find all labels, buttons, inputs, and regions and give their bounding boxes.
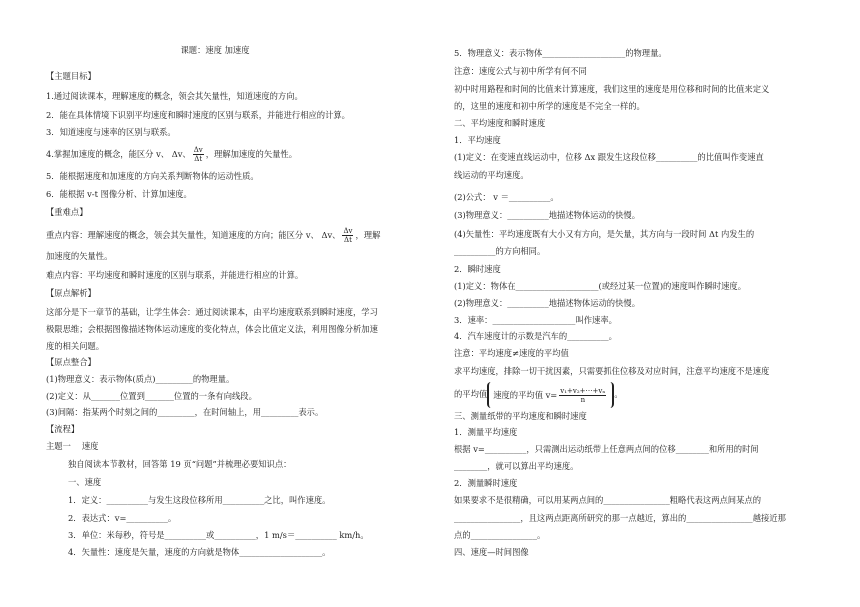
average-velocity-def-1: (1)定义：在变速直线运动中，位移 Δx 跟发生这段位移__________的比值叫作变速直 (454, 152, 764, 162)
measure-average-heading: 1．测量平均速度 (454, 427, 518, 437)
analysis-line-1: 这部分是下一章节的基础，让学生体会：通过阅读课本，由平均速度联系到瞬时速度，学习 (46, 307, 378, 317)
fraction-numerator: Δv (343, 227, 353, 235)
average-velocity-def-2: 线运动的平均速度。 (454, 170, 529, 180)
goal-item-3: 3．知道速度与速率的区别与联系。 (46, 127, 176, 137)
section-heading-key: 【重难点】 (46, 207, 88, 217)
fraction-denominator: Δt (344, 236, 352, 244)
speedometer-item: 4．汽车速度计的示数是汽车的__________。 (454, 331, 617, 341)
key-point-text: 重点内容：理解速度的概念，领会其矢量性，知道速度的方向；能区分 v、 Δv、 (46, 230, 341, 240)
speed-definition: 3．速率：____________________叫作速率。 (454, 315, 617, 325)
note-average-lead: 的平均值 (454, 389, 488, 399)
velocity-vector: 4．矢量性：速度是矢量，速度的方向就是物体____________________。 (68, 547, 331, 557)
note-average-end: 。 (614, 389, 623, 399)
key-point-line-1 (46, 223, 380, 247)
goal-item-4-text: 4.掌握加速度的概念，能区分 v、 Δv、 (46, 149, 191, 159)
integration-item-2: (2)定义：从_______位置到_______位置的一条有向线段。 (46, 391, 257, 401)
measure-average-line-1: 根据 v=__________，只需测出运动纸带上任意两点间的位移________和所用的时间 (454, 444, 759, 454)
note-average-not-mean: 注意：平均速度≠速度的平均值 (454, 348, 569, 358)
measure-average-line-2: ________，就可以算出平均速度。 (454, 461, 579, 471)
physical-meaning: 5．物理意义：表示物体____________________的物理量。 (454, 48, 667, 58)
fraction-dv-dt (193, 146, 204, 163)
goal-item-6: 6．能根据 v-t 图像分析、计算加速度。 (46, 189, 192, 199)
velocity-unit: 3．单位：米每秒，符号是__________或__________，1 m/s＝__________ km/h。 (68, 530, 369, 540)
fraction-dv-dt-2 (342, 227, 353, 244)
fraction-numerator: Δv (193, 146, 203, 154)
note-explanation-2: 的，这里的速度和初中所学的速度是不完全一样的。 (454, 101, 645, 111)
measure-instant-line-2: ________________，且这两点距离所研究的那一点越近，算出的________________越接近那 (454, 513, 786, 523)
velocity-expression: 2．表达式：v=__________。 (68, 513, 177, 523)
average-velocity-vector-1: (4)矢量性：平均速度既有大小又有方向，是矢量，其方向与一段时间 Δt 内发生的 (454, 229, 755, 239)
instant-velocity-meaning: (2)物理意义：__________地描述物体运动的快慢。 (454, 298, 640, 308)
reading-instruction: 独自阅读本节教材，回答第 19 页“问题”并梳理必要知识点： (68, 459, 292, 469)
formula-denominator: n (580, 395, 586, 404)
goal-item-4-tail: ，理解加速度的矢量性。 (205, 149, 298, 159)
note-formula-difference: 注意：速度公式与初中所学有何不同 (454, 66, 587, 76)
topic-1-heading: 主题一 速度 (46, 441, 99, 451)
goal-item-2: 2．能在具体情境下识别平均速度和瞬时速度的区别与联系，并能进行相应的计算。 (46, 110, 350, 120)
integration-item-3: (3)间隔：指某两个时刻之间的_________，在时间轴上，用_________表示。 (46, 407, 324, 417)
measure-instant-line-3: 点的________________。 (454, 530, 546, 540)
instant-velocity-heading: 2．瞬时速度 (454, 264, 501, 274)
subsection-vt-graph: 四、速度—时间图像 (454, 547, 529, 557)
goal-item-4 (46, 142, 297, 166)
note-average-explanation: 求平均速度，排除一切干扰因素，只需要抓住位移及对应时间，注意平均速度不是速度 (454, 366, 770, 376)
average-velocity-formula: (2)公式： v ＝__________。 (454, 192, 559, 202)
key-point-line-2: 加速度的矢量性。 (46, 251, 113, 261)
section-heading-goals: 【主题目标】 (46, 71, 96, 81)
average-velocity-meaning: (3)物理意义：__________地描述物体运动的快慢。 (454, 210, 640, 220)
analysis-line-3: 度的相关问题。 (46, 341, 105, 351)
measure-instant-heading: 2．测量瞬时速度 (454, 478, 518, 488)
subsection-velocity: 一、速度 (68, 477, 102, 487)
difficult-point: 难点内容：平均速度和瞬时速度的区别与联系，并能进行相应的计算。 (46, 270, 304, 280)
integration-item-1: (1)物理意义：表示物体(质点)_________的物理量。 (46, 374, 235, 384)
formula-fraction (559, 387, 606, 404)
page-title: 课题：速度 加速度 (180, 45, 250, 55)
fraction-denominator: Δt (194, 155, 203, 163)
goal-item-5: 5．能根据速度和加速度的方向关系判断物体的运动性质。 (46, 171, 259, 181)
subsection-tape-measure: 三、测量纸带的平均速度和瞬时速度 (454, 411, 587, 421)
formula-lhs: 速度的平均值 v= (493, 389, 558, 400)
section-heading-flow: 【流程】 (46, 424, 80, 434)
formula-numerator: v₁+v₂+⋯+vₙ (560, 386, 606, 395)
average-velocity-vector-2: __________的方向相同。 (454, 246, 546, 256)
measure-instant-line-1: 如果要求不是很精确，可以用某两点间的________________粗略代表这两点间某点的 (454, 495, 761, 505)
goal-item-1: 1.通过阅读课本，理解速度的概念，领会其矢量性，知道速度的方向。 (46, 91, 303, 101)
analysis-line-2: 极限思维；会根据图像描述物体运动速度的变化特点，体会比值定义法，利用图像分析加速 (46, 324, 378, 334)
section-heading-analysis: 【原点解析】 (46, 288, 96, 298)
note-average-formula-line (454, 378, 623, 410)
instant-velocity-def: (1)定义：物体在____________________(或经过某一位置)的速度叫作瞬时速度。 (454, 281, 747, 291)
velocity-definition: 1．定义：__________与发生这段位移所用__________之比，叫作速度。 (68, 495, 331, 505)
subsection-average-instant: 二、平均速度和瞬时速度 (454, 118, 546, 128)
key-point-tail: ，理解 (355, 230, 381, 240)
average-velocity-heading: 1．平均速度 (454, 135, 501, 145)
note-explanation-1: 初中时用路程和时间的比值来计算速度，我们这里的速度是用位移和时间的比值来定义 (454, 84, 770, 94)
section-heading-integration: 【原点整合】 (46, 357, 96, 367)
mean-velocity-formula (487, 382, 614, 408)
